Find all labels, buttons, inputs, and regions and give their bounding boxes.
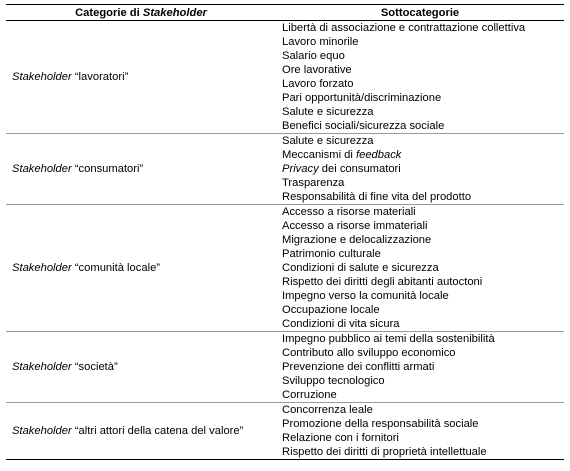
subcategory-text: Ore lavorative: [282, 64, 352, 76]
subcategory-item: [282, 77, 564, 91]
subcategory-item: [282, 303, 564, 317]
subcategory-text: Accesso a risorse immateriali: [282, 220, 428, 232]
subcategory-item: [282, 105, 564, 119]
subcategory-text: Rispetto dei diritti degli abitanti autoctoni: [282, 276, 483, 288]
category-em: Stakeholder: [12, 163, 72, 175]
table-row: [6, 332, 564, 403]
subcategory-text: Rispetto dei diritti di proprietà intellettuale: [282, 446, 487, 458]
subcategory-item: [282, 360, 564, 374]
subcategory-text: Impegno pubblico ai temi della sostenibilità: [282, 333, 495, 345]
table-header-row: [6, 5, 564, 21]
header-categories-em: Stakeholder: [142, 6, 207, 19]
subcategory-text: Migrazione e delocalizzazione: [282, 234, 432, 246]
subcategory-item: [282, 332, 564, 346]
subcategory-item: [282, 91, 564, 105]
header-categories-prefix: Categorie di: [75, 6, 143, 19]
subcategory-item: [282, 35, 564, 49]
category-cell: [6, 403, 276, 460]
subcategory-item: [282, 233, 564, 247]
table-row: [6, 134, 564, 205]
category-cell: [6, 21, 276, 134]
category-label: “comunità locale”: [71, 262, 161, 274]
subcategory-text: Responsabilità di fine vita del prodotto: [282, 191, 472, 203]
category-em: Stakeholder: [12, 425, 72, 437]
category-cell: [6, 332, 276, 403]
subcategory-text: Concorrenza leale: [282, 404, 373, 416]
subcategory-text: Corruzione: [282, 389, 337, 401]
table-row: [6, 205, 564, 332]
table-body: [6, 21, 564, 460]
subcategory-item: [282, 289, 564, 303]
subcategory-text: Promozione della responsabilità sociale: [282, 418, 479, 430]
subcategory-text: Contributo allo sviluppo economico: [282, 347, 456, 359]
subcategory-text: Relazione con i fornitori: [282, 432, 399, 444]
subcategory-item: [282, 49, 564, 63]
subcategory-text: Prevenzione dei conflitti armati: [282, 361, 435, 373]
category-cell: [6, 134, 276, 205]
subcategory-item: [282, 219, 564, 233]
subcategory-text: Lavoro minorile: [282, 36, 359, 48]
subcategory-item: [282, 205, 564, 219]
subcategory-text: Condizioni di vita sicura: [282, 318, 400, 330]
subcategory-item: [282, 63, 564, 77]
subcategory-text: Salario equo: [282, 50, 345, 62]
subcategory-text: Patrimonio culturale: [282, 248, 381, 260]
subcategory-item: [282, 162, 564, 176]
subcategory-text: Trasparenza: [282, 177, 345, 189]
header-categories: [6, 5, 276, 21]
subcategory-item: [282, 247, 564, 261]
subcategory-item: [282, 148, 564, 162]
subcategories-cell: [276, 332, 564, 403]
subcategory-text: Condizioni di salute e sicurezza: [282, 262, 439, 274]
subcategory-item: [282, 275, 564, 289]
subcategory-text: Salute e sicurezza: [282, 106, 374, 118]
subcategory-text: Libertà di associazione e contrattazione collettiva: [282, 22, 526, 34]
table-row: [6, 21, 564, 134]
stakeholder-table: [6, 4, 564, 460]
category-cell: [6, 205, 276, 332]
category-label: “altri attori della catena del valore”: [71, 425, 244, 437]
subcategory-item: [282, 317, 564, 331]
subcategory-text: feedback: [355, 149, 402, 161]
subcategory-text: Accesso a risorse materiali: [282, 206, 416, 218]
subcategory-item: [282, 431, 564, 445]
category-em: Stakeholder: [12, 361, 72, 373]
subcategory-text: Sviluppo tecnologico: [282, 375, 385, 387]
category-em: Stakeholder: [12, 71, 72, 83]
subcategory-text: dei consumatori: [318, 163, 401, 175]
subcategory-item: [282, 346, 564, 360]
table-row: [6, 403, 564, 460]
subcategory-item: [282, 176, 564, 190]
subcategory-item: [282, 417, 564, 431]
subcategory-item: [282, 403, 564, 417]
subcategory-item: [282, 388, 564, 402]
subcategory-text: Lavoro forzato: [282, 78, 354, 90]
subcategory-item: [282, 445, 564, 459]
subcategory-text: Privacy: [282, 163, 319, 175]
subcategory-item: [282, 374, 564, 388]
subcategory-text: Occupazione locale: [282, 304, 380, 316]
subcategory-text: Meccanismi di: [282, 149, 356, 161]
subcategory-text: Impegno verso la comunità locale: [282, 290, 449, 302]
subcategory-item: [282, 119, 564, 133]
subcategory-text: Salute e sicurezza: [282, 135, 374, 147]
category-label: “consumatori”: [71, 163, 144, 175]
subcategory-item: [282, 190, 564, 204]
header-subcategories: Sottocategorie: [276, 5, 564, 21]
category-label: “lavoratori”: [71, 71, 129, 83]
subcategory-item: [282, 21, 564, 35]
subcategories-cell: [276, 134, 564, 205]
subcategory-item: [282, 261, 564, 275]
subcategories-cell: [276, 403, 564, 460]
category-label: “società”: [71, 361, 118, 373]
subcategory-text: Benefici sociali/sicurezza sociale: [282, 120, 445, 132]
subcategories-cell: [276, 205, 564, 332]
subcategories-cell: [276, 21, 564, 134]
subcategory-text: Pari opportunità/discriminazione: [282, 92, 442, 104]
category-em: Stakeholder: [12, 262, 72, 274]
subcategory-item: [282, 134, 564, 148]
